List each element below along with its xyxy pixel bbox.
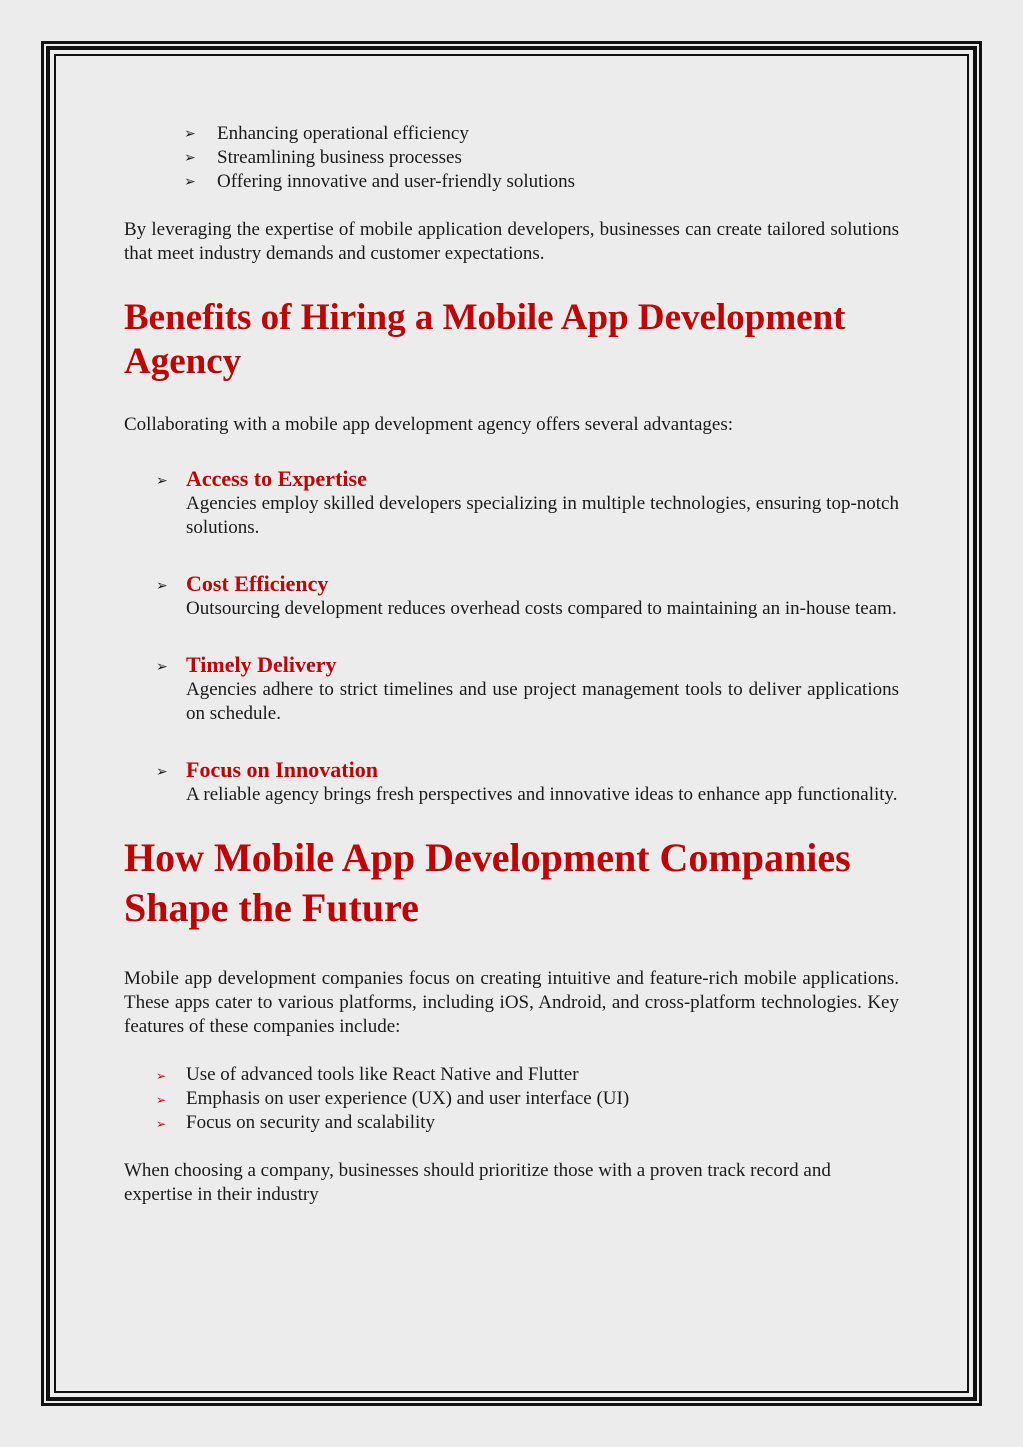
- benefit-title: Focus on Innovation: [186, 757, 378, 782]
- list-item: [156, 652, 899, 726]
- list-item: ➢ Emphasis on user experience (UX) and user interface (UI): [156, 1087, 899, 1111]
- section-heading-benefits: Benefits of Hiring a Mobile App Development Agency: [124, 297, 846, 382]
- list-item: [156, 757, 899, 807]
- arrow-bullet-icon: ➢: [184, 174, 196, 190]
- section-heading-future: How Mobile App Development Companies Shape the Future: [124, 835, 851, 930]
- benefit-title: Timely Delivery: [186, 652, 337, 677]
- arrow-bullet-icon: ➢: [156, 659, 168, 675]
- arrow-bullet-icon: ➢: [156, 1093, 167, 1107]
- arrow-bullet-icon: ➢: [156, 578, 168, 594]
- arrow-bullet-icon: ➢: [156, 1069, 167, 1083]
- benefit-description: A reliable agency brings fresh perspectives and innovative ideas to enhance app functionality.: [186, 784, 898, 805]
- list-item: ➢ Offering innovative and user-friendly solutions: [184, 171, 576, 192]
- benefit-title: Access to Expertise: [186, 466, 367, 491]
- arrow-bullet-icon: ➢: [156, 1117, 167, 1131]
- arrow-bullet-icon: ➢: [184, 150, 196, 166]
- list-item: [156, 571, 899, 621]
- benefits-list: [156, 466, 899, 807]
- features-list: [156, 1063, 899, 1135]
- arrow-bullet-icon: ➢: [156, 473, 168, 489]
- future-paragraph: Mobile app development companies focus on creating intuitive and feature-rich mobile applications. These apps cater to various platforms, including iOS, Android, and cross-platform technologies. Key features of these companies include:: [124, 968, 899, 1037]
- benefit-title: Cost Efficiency: [186, 571, 329, 596]
- list-item: [156, 466, 899, 540]
- closing-paragraph: When choosing a company, businesses should prioritize those with a proven track record and expertise in their industry: [124, 1160, 831, 1205]
- list-item: ➢ Focus on security and scalability: [156, 1111, 899, 1135]
- benefit-description: Agencies adhere to strict timelines and use project management tools to deliver applications on schedule.: [186, 679, 899, 724]
- benefit-description: Agencies employ skilled developers specializing in multiple technologies, ensuring top-notch solutions.: [186, 493, 899, 538]
- benefits-lead: Collaborating with a mobile app development agency offers several advantages:: [124, 414, 734, 435]
- list-item: ➢ Enhancing operational efficiency: [184, 123, 469, 144]
- document-content: [124, 122, 899, 1207]
- arrow-bullet-icon: ➢: [184, 126, 196, 142]
- list-item: ➢ Streamlining business processes: [184, 147, 462, 168]
- list-item: ➢ Use of advanced tools like React Native and Flutter: [156, 1063, 899, 1087]
- intro-bullet-list: [184, 122, 899, 194]
- arrow-bullet-icon: ➢: [156, 764, 168, 780]
- intro-paragraph: By leveraging the expertise of mobile application developers, businesses can create tailored solutions that meet industry demands and customer expectations.: [124, 219, 899, 264]
- benefit-description: Outsourcing development reduces overhead costs compared to maintaining an in-house team.: [186, 598, 897, 619]
